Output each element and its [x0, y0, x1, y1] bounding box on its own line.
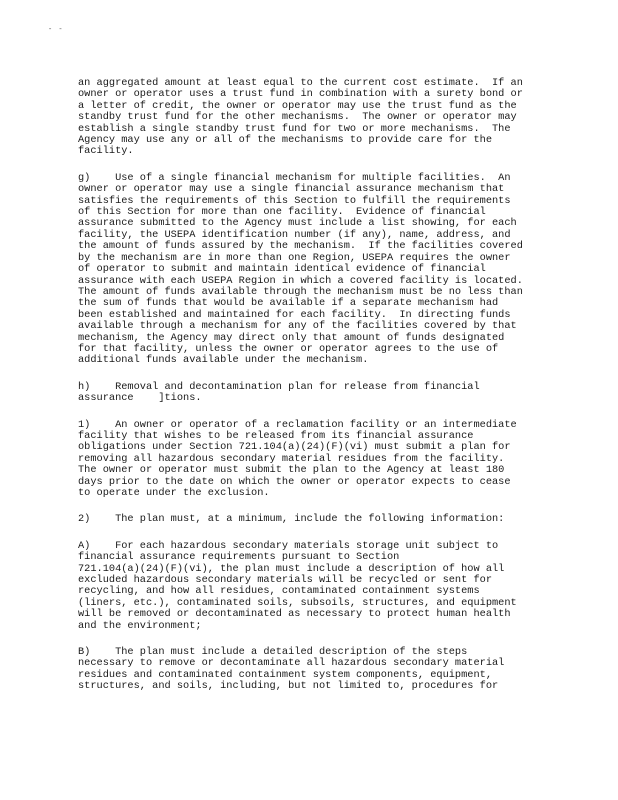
- text-line: residues and contaminated containment system components, equipment,: [78, 668, 493, 681]
- text-line: assurance with each USEPA Region in which a covered facility is located.: [78, 274, 523, 287]
- text-line: facility that wishes to be released from its financial assurance: [78, 429, 474, 442]
- text-line: been established and maintained for each facility. In directing funds: [78, 308, 511, 321]
- paragraph-item-b: [78, 647, 548, 693]
- paragraph-item-2: [78, 514, 548, 525]
- text-line: will be removed or decontaminated as necessary to protect human health: [78, 608, 511, 621]
- text-line: available through a mechanism for any of the facilities covered by that: [78, 320, 517, 333]
- text-line: assurance submitted to the Agency must include a list showing, for each: [78, 217, 517, 230]
- text-line: The amount of funds available through the mechanism must be no less than: [78, 285, 523, 298]
- text-line: obligations under Section 721.104(a)(24)(F)(vi) must submit a plan for: [78, 441, 511, 454]
- text-line: A) For each hazardous secondary materials storage unit subject to: [78, 539, 499, 552]
- text-line: for that facility, unless the owner or operator agrees to the use of: [78, 342, 499, 355]
- text-line: facility, the USEPA identification number (if any), name, address, and: [78, 228, 511, 241]
- text-line: recycling, and how all residues, contaminated containment systems: [78, 585, 480, 598]
- text-line: the amount of funds assured by the mechanism. If the facilities covered: [78, 240, 523, 253]
- text-line: standby trust fund for the other mechanisms. The owner or operator may: [78, 111, 517, 124]
- text-line: to operate under the exclusion.: [78, 487, 270, 499]
- text-line: 2) The plan must, at a minimum, include the following information:: [78, 513, 505, 526]
- text-line: financial assurance requirements pursuant to Section: [78, 551, 400, 564]
- text-line: owner or operator may use a single financial assurance mechanism that: [78, 183, 505, 196]
- text-line: days prior to the date on which the owner or operator expects to cease: [78, 475, 511, 488]
- text-line: removing all hazardous secondary material residues from the facility.: [78, 452, 505, 465]
- text-line: structures, and soils, including, but not limited to, procedures for: [78, 680, 499, 693]
- text-line: Agency may use any or all of the mechanisms to provide care for the: [78, 134, 493, 147]
- text-line: of this Section for more than one facility. Evidence of financial: [78, 206, 486, 219]
- text-line: satisfies the requirements of this Section to fulfill the requirements: [78, 194, 511, 207]
- text-line: excluded hazardous secondary materials will be recycled or sent for: [78, 574, 493, 587]
- text-line: by the mechanism are in more than one Region, USEPA requires the owner: [78, 251, 511, 264]
- paragraph-item-1: [78, 420, 548, 500]
- text-line: a letter of credit, the owner or operator may use the trust fund as the: [78, 99, 517, 112]
- text-line: and the environment;: [78, 619, 202, 632]
- paragraph-section-g: [78, 173, 548, 367]
- text-line: The owner or operator must submit the plan to the Agency at least 180: [78, 464, 505, 477]
- paragraph-section-h: [78, 382, 548, 405]
- paragraph-item-a: [78, 541, 548, 632]
- text-line: of operator to submit and maintain identical evidence of financial: [78, 263, 486, 276]
- text-line: necessary to remove or decontaminate all hazardous secondary material: [78, 657, 505, 670]
- text-line: owner or operator uses a trust fund in combination with a surety bond or: [78, 88, 523, 101]
- text-line: establish a single standby trust fund for two or more mechanisms. The: [78, 122, 511, 135]
- document-body: [78, 78, 548, 708]
- text-line: an aggregated amount at least equal to the current cost estimate. If an: [78, 77, 523, 89]
- text-line: the sum of funds that would be available if a separate mechanism had: [78, 297, 499, 310]
- scan-mark: - -: [48, 26, 64, 34]
- text-line: B) The plan must include a detailed description of the steps: [78, 646, 468, 659]
- text-line: additional funds available under the mechanism.: [78, 354, 369, 367]
- text-line: (liners, etc.), contaminated soils, subsoils, structures, and equipment: [78, 596, 517, 609]
- text-line: mechanism, the Agency may direct only that amount of funds designated: [78, 331, 505, 344]
- text-line: h) Removal and decontamination plan for release from financial: [78, 380, 480, 393]
- text-line: 1) An owner or operator of a reclamation facility or an intermediate: [78, 418, 517, 431]
- text-line: g) Use of a single financial mechanism for multiple facilities. An: [78, 171, 511, 184]
- text-line: facility.: [78, 145, 134, 158]
- paragraph-trust-fund: [78, 78, 548, 158]
- text-line: 721.104(a)(24)(F)(vi), the plan must include a description of how all: [78, 562, 505, 575]
- text-line: assurance ]tions.: [78, 392, 202, 405]
